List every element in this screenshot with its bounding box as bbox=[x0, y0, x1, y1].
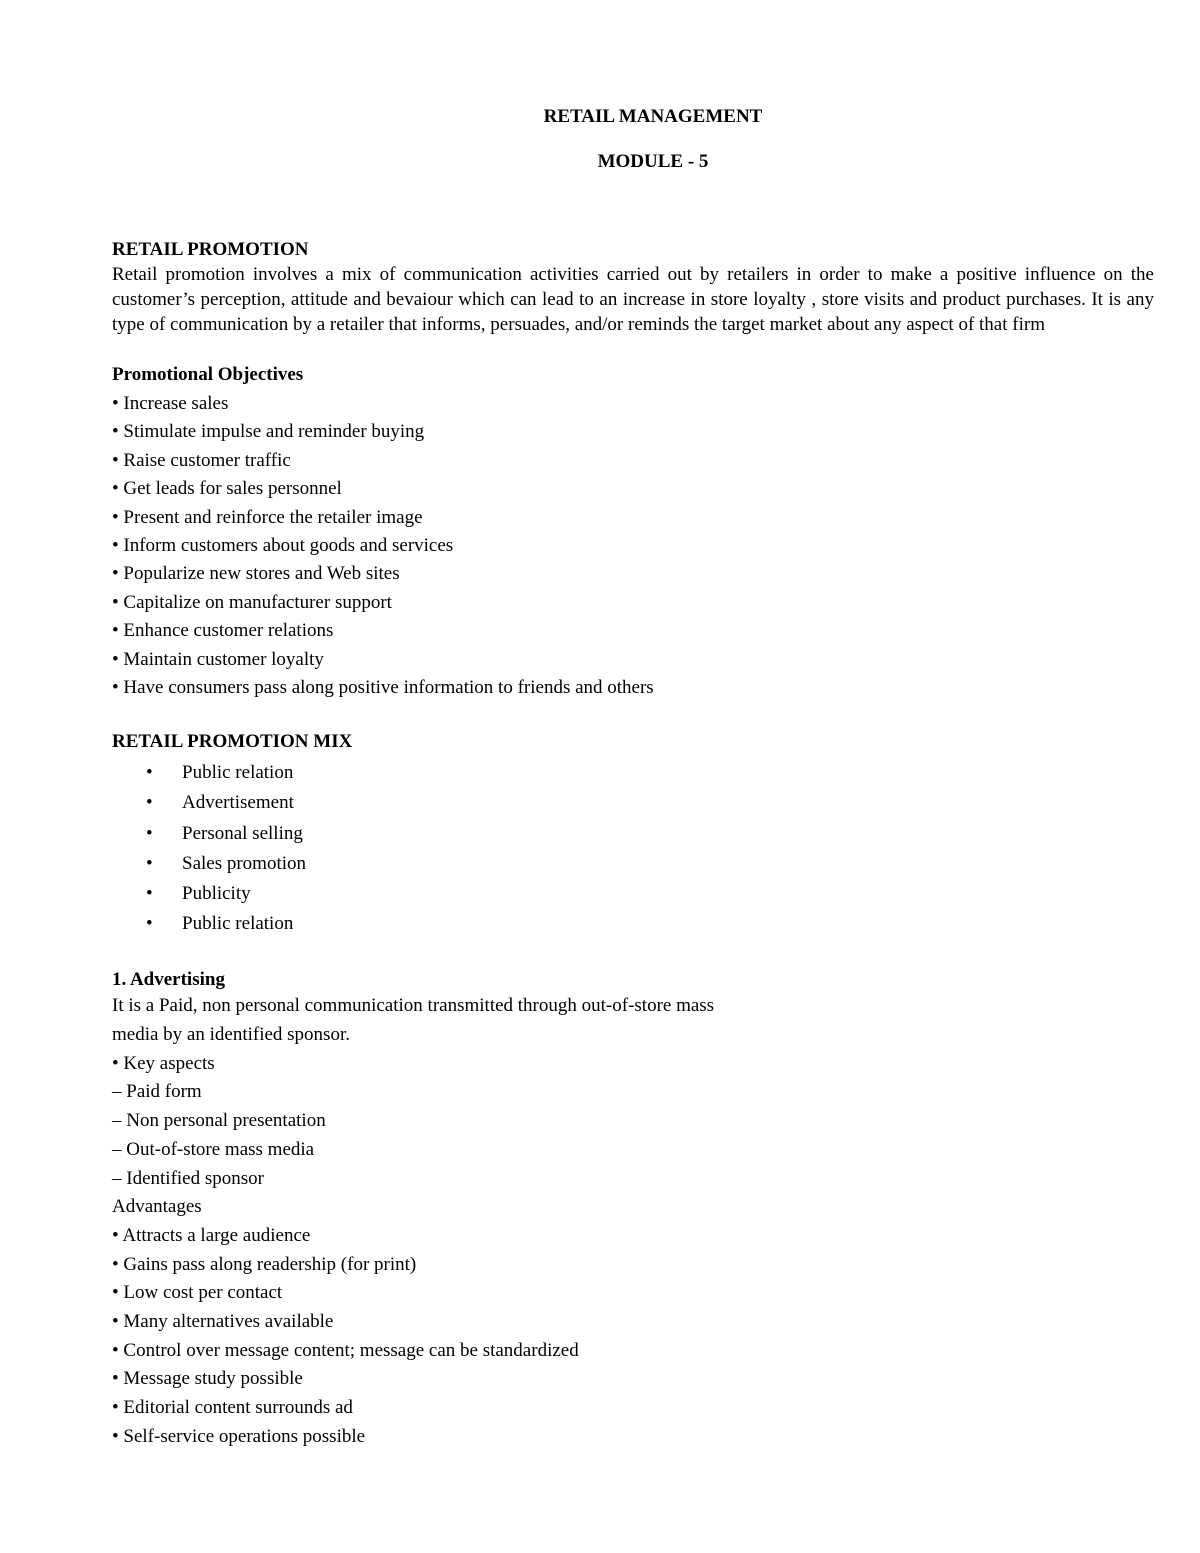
objective-item: • Increase sales bbox=[112, 393, 229, 414]
bullet-icon: • bbox=[146, 913, 153, 935]
document-title: RETAIL MANAGEMENT bbox=[543, 106, 763, 127]
list-item bbox=[112, 788, 1154, 818]
key-aspect-item: – Out-of-store mass media bbox=[112, 1138, 315, 1160]
document-page bbox=[112, 104, 1154, 1451]
objective-item: • Inform customers about goods and services bbox=[112, 534, 454, 556]
advantage-item: • Message study possible bbox=[112, 1368, 303, 1390]
advantage-item: • Attracts a large audience bbox=[112, 1224, 311, 1246]
retail-promotion-mix-section bbox=[112, 729, 1154, 939]
key-aspect-item: – Non personal presentation bbox=[112, 1110, 326, 1132]
list-item-label: Sales promotion bbox=[182, 852, 307, 874]
bullet-icon: • bbox=[146, 852, 153, 874]
retail-promotion-paragraph: Retail promotion involves a mix of communication activities carried out by retailers in order to make a positive influence on the customer’s perception, attitude and bevaiour which can lead to an increase in store loyalty , store visits and product purchases. It is any type of communication by a retailer that informs, persuades, and/or reminds the target market about any aspect of that firm bbox=[112, 264, 1154, 335]
bullet-icon: • bbox=[146, 762, 153, 784]
advertising-section bbox=[112, 967, 1154, 1451]
list-item bbox=[112, 819, 1154, 849]
objective-item: • Maintain customer loyalty bbox=[112, 648, 324, 670]
bullet-icon: • bbox=[146, 792, 153, 814]
advertising-heading: 1. Advertising bbox=[112, 969, 225, 991]
list-item bbox=[112, 849, 1154, 879]
advertising-definition-line: It is a Paid, non personal communication transmitted through out-of-store mass bbox=[112, 995, 715, 1017]
list-item bbox=[112, 758, 1154, 788]
objective-item: • Get leads for sales personnel bbox=[112, 478, 342, 500]
module-title: MODULE - 5 bbox=[597, 151, 709, 172]
objective-item: • Capitalize on manufacturer support bbox=[112, 591, 392, 613]
list-item-label: Personal selling bbox=[182, 822, 303, 844]
objective-item: • Enhance customer relations bbox=[112, 620, 334, 642]
advantage-item: • Control over message content; message can be standardized bbox=[112, 1339, 579, 1361]
advantage-item: • Many alternatives available bbox=[112, 1310, 334, 1332]
promotion-mix-list bbox=[112, 758, 1154, 939]
objective-item: • Present and reinforce the retailer image bbox=[112, 506, 423, 528]
bullet-icon: • bbox=[146, 883, 153, 905]
advantage-item: • Low cost per contact bbox=[112, 1282, 283, 1304]
objective-item: • Raise customer traffic bbox=[112, 449, 291, 471]
list-item-label: Public relation bbox=[182, 913, 294, 935]
key-aspect-item: – Paid form bbox=[112, 1081, 202, 1103]
retail-promotion-section bbox=[112, 237, 1154, 337]
objective-item: • Stimulate impulse and reminder buying bbox=[112, 421, 425, 443]
list-item bbox=[112, 879, 1154, 909]
objectives-list bbox=[112, 390, 1154, 702]
objective-item: • Popularize new stores and Web sites bbox=[112, 563, 400, 585]
objective-item: • Have consumers pass along positive information to friends and others bbox=[112, 676, 654, 698]
advertising-definition-line: media by an identified sponsor. bbox=[112, 1024, 350, 1046]
advantage-item: • Gains pass along readership (for print) bbox=[112, 1253, 417, 1275]
list-item-label: Publicity bbox=[182, 883, 251, 905]
retail-promotion-mix-heading: RETAIL PROMOTION MIX bbox=[112, 731, 353, 753]
list-item bbox=[112, 909, 1154, 939]
advantage-item: • Self-service operations possible bbox=[112, 1425, 366, 1447]
advantages-label: Advantages bbox=[112, 1196, 202, 1218]
key-aspect-item: – Identified sponsor bbox=[112, 1167, 264, 1189]
promotional-objectives-heading: Promotional Objectives bbox=[112, 364, 304, 385]
promotional-objectives-section bbox=[112, 362, 1154, 702]
list-item-label: Advertisement bbox=[182, 792, 294, 814]
retail-promotion-heading: RETAIL PROMOTION bbox=[112, 239, 309, 260]
key-aspects-label: • Key aspects bbox=[112, 1052, 215, 1074]
list-item-label: Public relation bbox=[182, 762, 294, 784]
bullet-icon: • bbox=[146, 822, 153, 844]
advantage-item: • Editorial content surrounds ad bbox=[112, 1397, 353, 1419]
